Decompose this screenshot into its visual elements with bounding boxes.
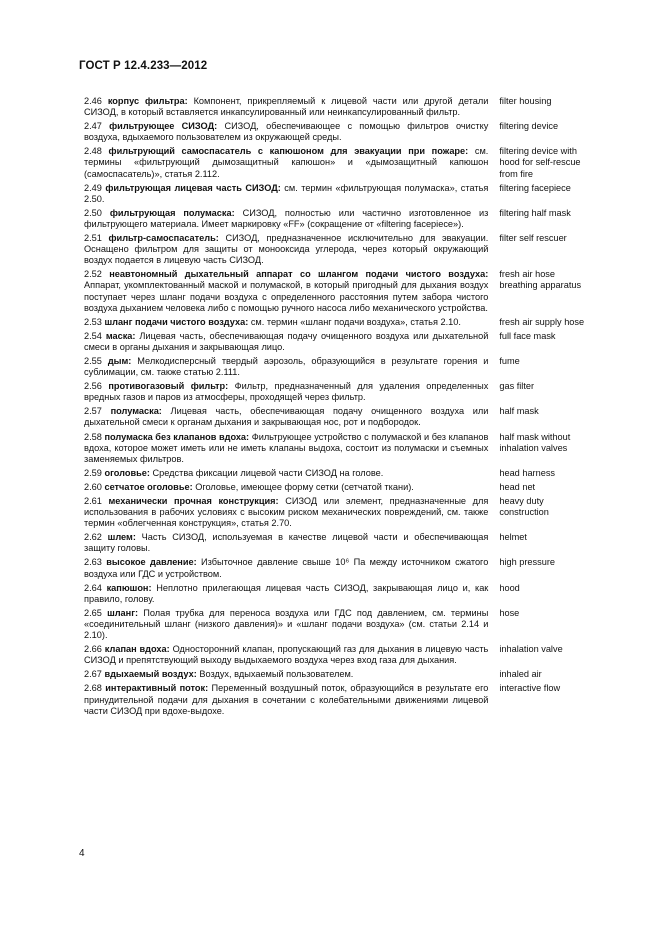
term-definition: СИЗОД, предназначенное исключительно для эвакуации. Оснащено фильтром для защиты от монооксида углерода, через который окружающий воздух подается в лицевую часть СИЗОД. — [84, 233, 489, 266]
term-entry — [84, 146, 596, 179]
term-name: фильтрующее СИЗОД: — [109, 121, 218, 132]
english-equivalent: inhaled air — [499, 669, 542, 680]
term-definition: Избыточное давление свыше 10⁶ Па между источником сжатого воздуха или ГДС и устройством. — [84, 557, 489, 579]
term-number: 2.67 — [84, 669, 102, 680]
term-number: 2.63 — [84, 557, 102, 568]
term-entry — [84, 644, 596, 666]
term-entry — [84, 532, 596, 554]
term-definition-block — [84, 406, 488, 428]
term-number: 2.48 — [84, 146, 102, 157]
term-name: противогазовый фильтр: — [108, 381, 229, 392]
term-definition: Лицевая часть, обеспечивающая подачу очищенного воздуха или дыхательной смеси к органам дыхания и закрывающая нос, рот и подбородок. — [84, 406, 489, 428]
term-definition: СИЗОД или элемент, предназначенные для использования в рабочих условиях с высоким риском механических повреждений, см. также термин «облегченная конструкция», статья 2.70. — [84, 496, 489, 529]
term-definition: Аппарат, укомплектованный маской и полумаской, в который пригодный для дыхания воздух поступает через шланг подачи воздуха с определенного расстояния путем забора чистого воздуха дыханием человека либо с помощью ручного насоса либо механического устройства. — [84, 280, 489, 313]
english-equivalent: helmet — [499, 532, 527, 543]
term-definition: Воздух, вдыхаемый пользователем. — [199, 669, 354, 680]
term-number: 2.53 — [84, 316, 102, 327]
term-entry — [84, 381, 596, 403]
english-equivalent: high pressure — [499, 557, 556, 568]
term-definition-block — [84, 644, 488, 666]
term-name: корпус фильтра: — [107, 96, 188, 106]
term-name: фильтрующая лицевая часть СИЗОД: — [105, 182, 281, 193]
term-entry — [84, 608, 596, 641]
term-name: дым: — [107, 355, 132, 366]
english-equivalent: filtering facepiece — [499, 182, 571, 193]
term-name: фильтр-самоспасатель: — [108, 233, 219, 244]
term-definition-block — [84, 496, 488, 529]
english-equivalent: head harness — [499, 467, 556, 478]
english-equivalent: filter self rescuer — [499, 233, 567, 244]
term-definition-block — [84, 317, 488, 328]
term-entry — [84, 317, 596, 328]
term-number: 2.49 — [84, 182, 102, 193]
term-definition-block — [84, 669, 488, 680]
term-entry — [84, 121, 596, 143]
english-equivalent: gas filter — [499, 381, 535, 392]
term-number: 2.66 — [84, 644, 102, 655]
term-definition-block — [84, 683, 488, 716]
term-entry — [84, 208, 596, 230]
term-definition: Неплотно прилегающая лицевая часть СИЗОД, закрывающая лицо и, как правило, голову. — [84, 582, 489, 604]
term-number: 2.56 — [84, 381, 102, 392]
term-number: 2.58 — [84, 431, 102, 442]
term-definition-block — [84, 121, 488, 143]
terms-list — [84, 96, 596, 720]
term-definition: см. термин «фильтрующая полумаска», статья 2.50. — [84, 182, 489, 204]
term-definition-block — [84, 208, 488, 230]
english-equivalent: filtering half mask — [499, 207, 571, 218]
term-number: 2.62 — [84, 532, 102, 543]
term-name: вдыхаемый воздух: — [104, 669, 197, 680]
term-number: 2.60 — [84, 481, 102, 492]
term-definition: Переменный воздушный поток, образующийся в результате его принудительной подачи для дыхания в сочетании с колебательными движениями лицевой части СИЗОД при вдохе-выдохе. — [84, 683, 489, 716]
term-name: сетчатое оголовье: — [104, 481, 193, 492]
term-entry — [84, 496, 596, 529]
term-entry — [84, 432, 596, 465]
english-equivalent: full face mask — [499, 330, 556, 341]
term-definition-block — [84, 532, 488, 554]
term-definition: Односторонний клапан, пропускающий газ для дыхания в лицевую часть СИЗОД и препятствующий выходу выдыхаемого воздуха через вход газа для дыхания. — [84, 644, 489, 666]
term-name: фильтрующий самоспасатель с капюшоном для эвакуации при пожаре: — [108, 146, 469, 157]
term-definition-block — [84, 482, 488, 493]
english-equivalent: filtering device — [499, 121, 559, 132]
page-number: 4 — [79, 848, 85, 859]
term-number: 2.61 — [84, 496, 102, 506]
english-equivalent: hose — [499, 607, 520, 618]
term-entry — [84, 669, 596, 680]
term-definition-block — [84, 583, 488, 605]
term-definition: Лицевая часть, обеспечивающая подачу очищенного воздуха или дыхательной смеси в органы дыхания и закрывающая лицо. — [84, 330, 489, 352]
term-definition-block — [84, 331, 488, 353]
term-entry — [84, 96, 596, 118]
term-name: фильтрующая полумаска: — [109, 207, 235, 218]
term-number: 2.47 — [84, 121, 102, 132]
term-name: клапан вдоха: — [104, 644, 170, 655]
term-entry — [84, 583, 596, 605]
term-definition-block — [84, 269, 488, 313]
term-entry — [84, 183, 596, 205]
term-number: 2.68 — [84, 683, 102, 694]
term-definition-block — [84, 432, 488, 465]
term-definition: СИЗОД, обеспечивающее с помощью фильтров очистку воздуха, вдыхаемого пользователем из окружающей среды. — [84, 121, 489, 143]
term-name: механически прочная конструкция: — [108, 496, 279, 506]
term-definition: Средства фиксации лицевой части СИЗОД на голове. — [152, 467, 384, 478]
term-definition: см. термин «шланг подачи воздуха», статья 2.10. — [250, 316, 461, 327]
term-number: 2.52 — [84, 269, 102, 280]
term-name: шланг: — [107, 607, 139, 618]
term-definition-block — [84, 468, 488, 479]
term-definition: Мелкодисперсный твердый аэрозоль, образующийся в результате горения и сублимации, см. также статью 2.111. — [84, 355, 489, 378]
term-number: 2.65 — [84, 607, 102, 618]
english-equivalent: inhalation valve — [499, 644, 563, 655]
term-entry — [84, 356, 596, 378]
english-equivalent: hood — [499, 582, 520, 593]
term-definition: Часть СИЗОД, используемая в качестве лицевой части и обеспечивающая защиту головы. — [84, 532, 489, 554]
term-definition: Компонент, прикрепляемый к лицевой части или другой детали СИЗОД, в который вставляется инкапсулированный или неинкапсулированный фильтр. — [84, 96, 489, 118]
term-name: капюшон: — [106, 582, 152, 593]
term-number: 2.54 — [84, 330, 102, 341]
term-number: 2.50 — [84, 207, 102, 218]
term-entry — [84, 683, 596, 716]
term-definition: Фильтр, предназначенный для удаления определенных вредных газов и паров из атмосферы, проходящей через фильтр. — [84, 381, 489, 403]
term-name: интерактивный поток: — [105, 683, 209, 694]
term-number: 2.57 — [84, 406, 102, 417]
term-definition-block — [84, 146, 488, 179]
term-number: 2.55 — [84, 355, 102, 366]
english-equivalent: half mask without inhalation valves — [499, 431, 571, 453]
term-definition: Фильтрующее устройство с полумаской и без клапанов вдоха, которое может иметь или не иметь клапаны выдоха, состоит из полумаски и съемных заменяемых фильтров. — [84, 431, 489, 464]
term-entry — [84, 233, 596, 266]
term-entry — [84, 331, 596, 353]
term-definition-block — [84, 96, 488, 118]
document-header: ГОСТ Р 12.4.233—2012 — [79, 60, 208, 72]
english-equivalent: heavy duty construction — [499, 496, 549, 518]
term-name: полумаска без клапанов вдоха: — [104, 431, 250, 442]
english-equivalent: half mask — [499, 406, 539, 417]
english-equivalent: fresh air hose breathing apparatus — [499, 269, 582, 291]
term-entry — [84, 468, 596, 479]
term-number: 2.59 — [84, 467, 102, 478]
english-equivalent: fume — [499, 355, 520, 366]
english-equivalent: fresh air supply hose — [499, 316, 585, 327]
term-entry — [84, 482, 596, 493]
term-definition-block — [84, 183, 488, 205]
term-name: высокое давление: — [106, 557, 197, 568]
term-definition: Полая трубка для переноса воздуха или ГДС под давлением, см. термины «соединительный шланг (низкого давления)» и «шланг подачи воздуха» (см. статьи 2.14 и 2.10). — [84, 607, 489, 641]
term-number: 2.51 — [84, 233, 102, 244]
term-definition-block — [84, 381, 488, 403]
term-name: маска: — [105, 330, 136, 341]
term-entry — [84, 269, 596, 313]
term-entry — [84, 557, 596, 579]
english-equivalent: interactive flow — [499, 683, 561, 694]
term-definition: СИЗОД, полностью или частично изготовленное из фильтрующего материала. Имеет маркировку «FF» (сокращение от «filtering facepiece»). — [84, 207, 489, 229]
term-definition-block — [84, 608, 488, 641]
term-name: шланг подачи чистого воздуха: — [104, 316, 249, 327]
term-name: полумаска: — [110, 406, 162, 417]
term-definition: см. термины «фильтрующий дымозащитный капюшон» и «дымозащитный капюшон (самоспасатель)», статья 2.112. — [84, 146, 489, 179]
term-number: 2.64 — [84, 582, 102, 593]
english-equivalent: head net — [499, 481, 536, 492]
english-equivalent: filter housing — [499, 96, 552, 106]
term-definition: Оголовье, имеющее форму сетки (сетчатой ткани). — [195, 481, 414, 492]
term-definition-block — [84, 233, 488, 266]
term-definition-block — [84, 356, 488, 378]
english-equivalent: filtering device with hood for self-rescue from fire — [499, 146, 581, 179]
term-number: 2.46 — [84, 96, 102, 106]
term-entry — [84, 406, 596, 428]
term-definition-block — [84, 557, 488, 579]
term-name: неавтономный дыхательный аппарат со шлангом подачи чистого воздуха: — [109, 269, 489, 280]
term-name: шлем: — [107, 532, 136, 543]
term-name: оголовье: — [104, 467, 150, 478]
